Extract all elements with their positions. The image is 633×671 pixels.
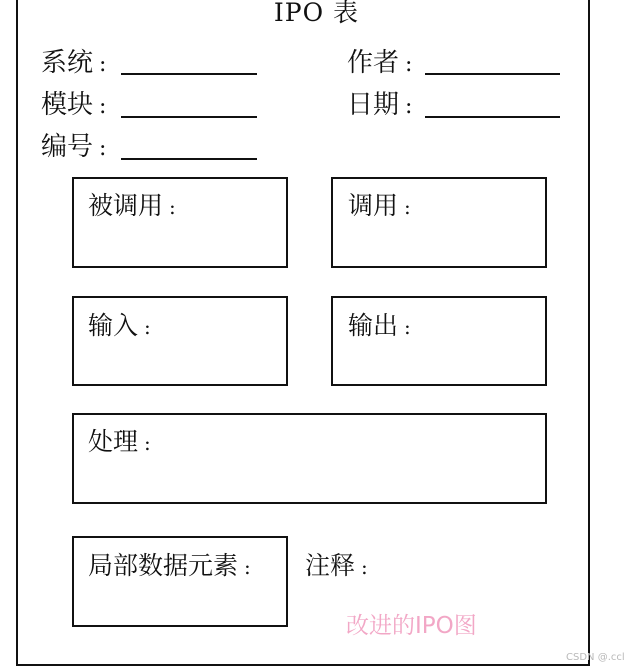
box-called-by-text: 被调用: [88, 191, 164, 220]
field-system: [41, 48, 106, 80]
box-processing: [72, 413, 547, 504]
form-title: IPO 表: [273, 0, 360, 27]
box-calls-label: [348, 192, 411, 221]
notes-text: 注释: [305, 551, 356, 580]
box-output: [331, 296, 547, 386]
box-called-by-colon: :: [169, 195, 176, 219]
field-number: [41, 132, 106, 164]
field-author-colon: :: [405, 52, 413, 77]
box-output-text: 输出: [348, 311, 399, 340]
box-input-label: [88, 312, 151, 341]
field-number-label: 编号: [41, 132, 94, 162]
field-author-line: [425, 73, 560, 75]
box-output-colon: :: [404, 315, 411, 339]
box-output-label: [348, 312, 411, 341]
box-local-data-colon: :: [244, 555, 251, 579]
field-date-label: 日期: [347, 90, 400, 120]
box-input-text: 输入: [88, 311, 139, 340]
box-called-by-label: [88, 192, 176, 221]
box-processing-text: 处理: [88, 427, 139, 456]
box-input: [72, 296, 288, 386]
field-number-colon: :: [99, 136, 107, 161]
box-local-data-label: [88, 552, 251, 581]
field-module-colon: :: [99, 94, 107, 119]
field-date-line: [425, 116, 560, 118]
field-system-line: [121, 73, 257, 75]
box-input-colon: :: [144, 315, 151, 339]
field-number-line: [121, 158, 257, 160]
notes-label: [305, 552, 368, 581]
field-module-label: 模块: [41, 90, 94, 120]
box-local-data-text: 局部数据元素: [88, 551, 239, 580]
field-date-colon: :: [405, 94, 413, 119]
field-date: [347, 90, 412, 122]
field-author: [347, 48, 412, 80]
field-module: [41, 90, 106, 122]
figure-caption: 改进的IPO图: [346, 613, 477, 639]
box-calls-text: 调用: [348, 191, 399, 220]
box-local-data: [72, 536, 288, 627]
watermark: CSDN @.ccl: [566, 652, 625, 663]
field-system-colon: :: [99, 52, 107, 77]
notes-colon: :: [361, 555, 368, 579]
box-processing-colon: :: [144, 431, 151, 455]
box-processing-label: [88, 428, 151, 457]
field-module-line: [121, 116, 257, 118]
field-author-label: 作者: [347, 48, 400, 78]
box-calls-colon: :: [404, 195, 411, 219]
field-system-label: 系统: [41, 48, 94, 78]
